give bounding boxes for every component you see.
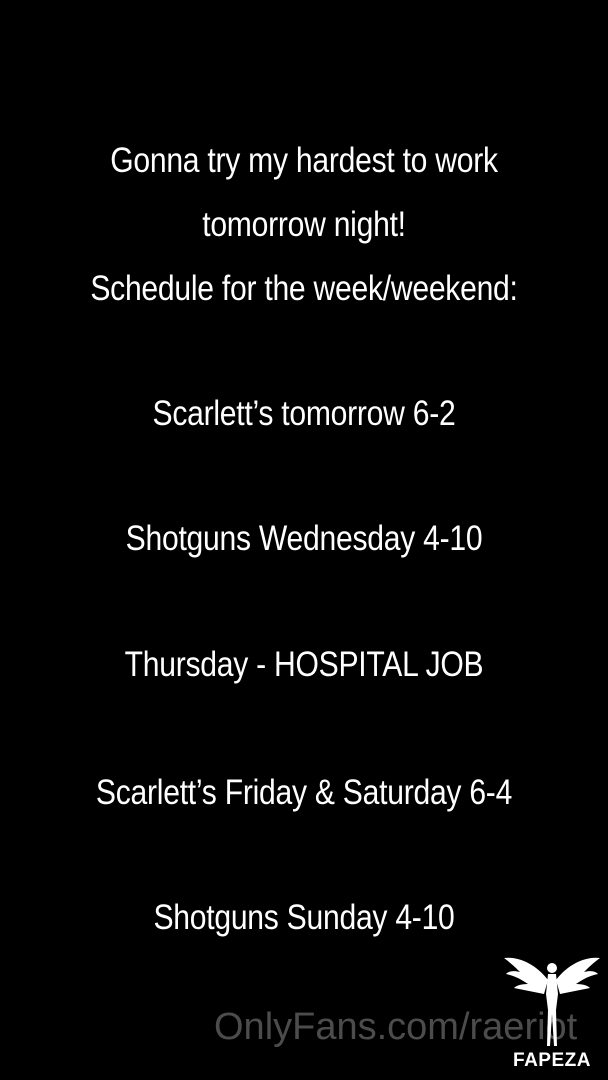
story-line-schedule-heading: Schedule for the week/weekend:	[90, 269, 518, 308]
story-line-schedule-item: Thursday - HOSPITAL JOB	[124, 645, 484, 684]
story-line-intro-1: Gonna try my hardest to work	[110, 141, 498, 180]
story-line-schedule-item: Scarlett’s Friday & Saturday 6-4	[95, 773, 513, 812]
brand-logo	[500, 950, 604, 1074]
winged-figure-icon	[500, 950, 604, 1050]
story-line-intro-2: tomorrow night!	[202, 205, 406, 244]
brand-name: FAPEZA	[513, 1050, 591, 1071]
story-line-schedule-item: Shotguns Wednesday 4-10	[125, 519, 483, 558]
watermark-url: OnlyFans.com/raeriot	[214, 1006, 578, 1048]
story-line-schedule-item: Shotguns Sunday 4-10	[153, 898, 455, 937]
story-line-schedule-item: Scarlett’s tomorrow 6-2	[152, 394, 456, 433]
